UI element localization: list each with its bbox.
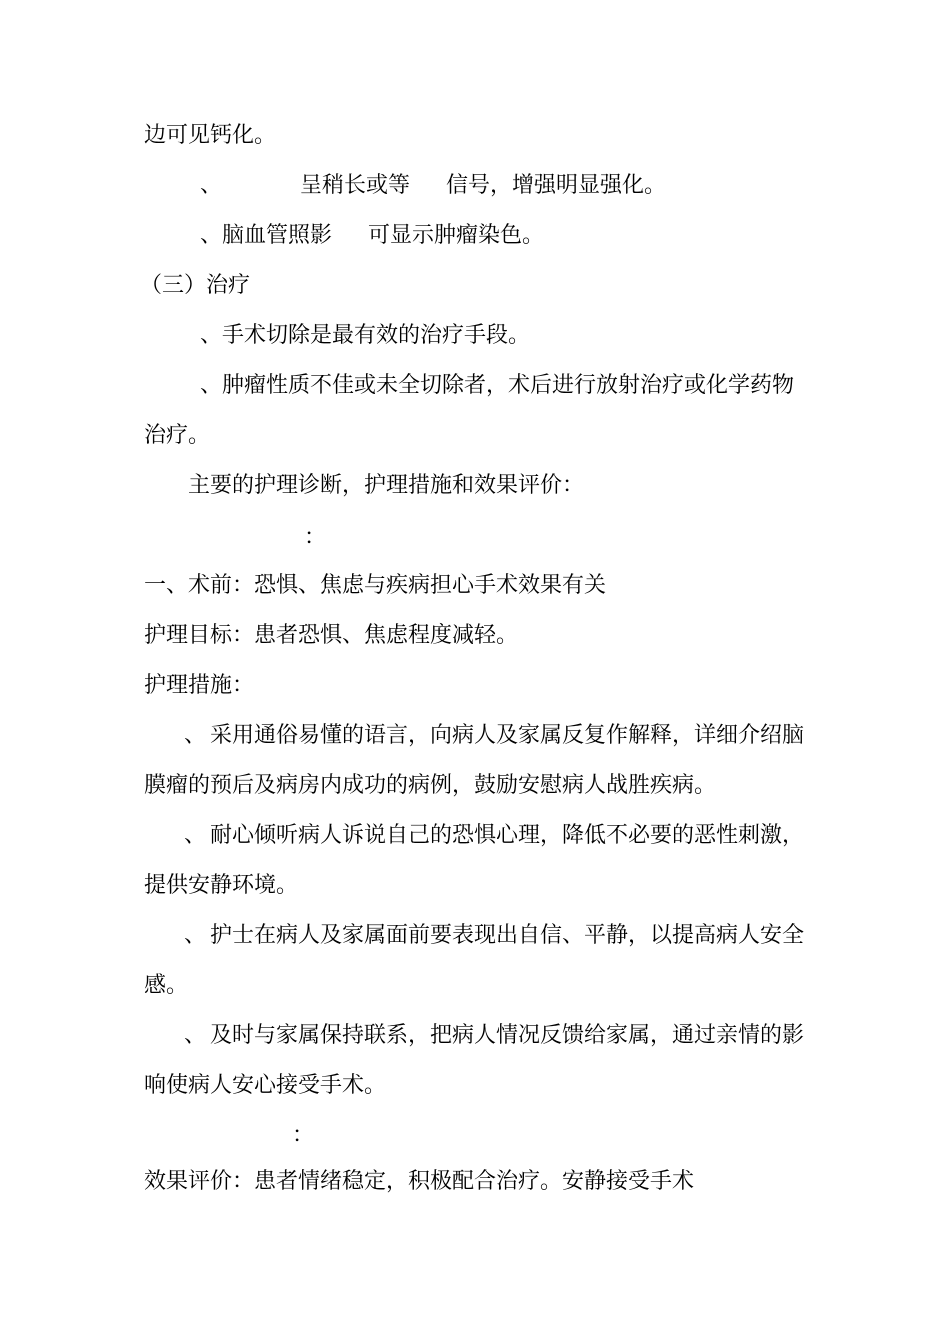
- text-segment: 感。: [144, 973, 189, 998]
- text-segment: 护理目标：患者恐惧、焦虑程度减轻。: [144, 623, 519, 648]
- text-segment: 、: [184, 1023, 207, 1048]
- text-segment: 呈稍长或等: [300, 173, 411, 198]
- text-segment: 信号，增强明显强化。: [446, 173, 667, 198]
- text-segment: 、: [184, 923, 207, 948]
- text-segment: 采用通俗易懂的语言，向病人及家属反复作解释，详细介绍脑: [210, 723, 805, 748]
- text-segment: 可显示肿瘤染色。: [368, 223, 545, 248]
- text-segment: 一、术前：恐惧、焦虑与疾病担心手术效果有关: [144, 573, 607, 598]
- text-segment: 、: [184, 823, 207, 848]
- text-segment: ：: [304, 525, 327, 550]
- text-segment: 治疗。: [144, 423, 211, 448]
- text-segment: 、肿瘤性质不佳或未全切除者，术后进行放射治疗或化学药物: [200, 373, 795, 398]
- text-segment: 耐心倾听病人诉说自己的恐惧心理，降低不必要的恶性刺激，: [210, 823, 805, 848]
- text-segment: ：: [292, 1123, 315, 1148]
- text-segment: 护士在病人及家属面前要表现出自信、平静，以提高病人安全: [210, 923, 805, 948]
- text-segment: 及时与家属保持联系，把病人情况反馈给家属，通过亲情的影: [210, 1023, 805, 1048]
- text-segment: 、脑血管照影: [200, 223, 333, 248]
- text-segment: （三）治疗: [140, 273, 251, 298]
- text-segment: 提供安静环境。: [144, 873, 299, 898]
- text-segment: 、: [200, 173, 223, 198]
- text-segment: 、手术切除是最有效的治疗手段。: [200, 323, 531, 348]
- text-segment: 效果评价：患者情绪稳定，积极配合治疗。安静接受手术: [144, 1169, 695, 1194]
- text-segment: 、: [184, 723, 207, 748]
- text-segment: 响使病人安心接受手术。: [144, 1073, 387, 1098]
- text-segment: 膜瘤的预后及病房内成功的病例，鼓励安慰病人战胜疾病。: [144, 773, 717, 798]
- text-segment: 主要的护理诊断，护理措施和效果评价：: [188, 473, 585, 498]
- text-segment: 边可见钙化。: [144, 123, 277, 148]
- text-segment: 护理措施：: [144, 673, 255, 698]
